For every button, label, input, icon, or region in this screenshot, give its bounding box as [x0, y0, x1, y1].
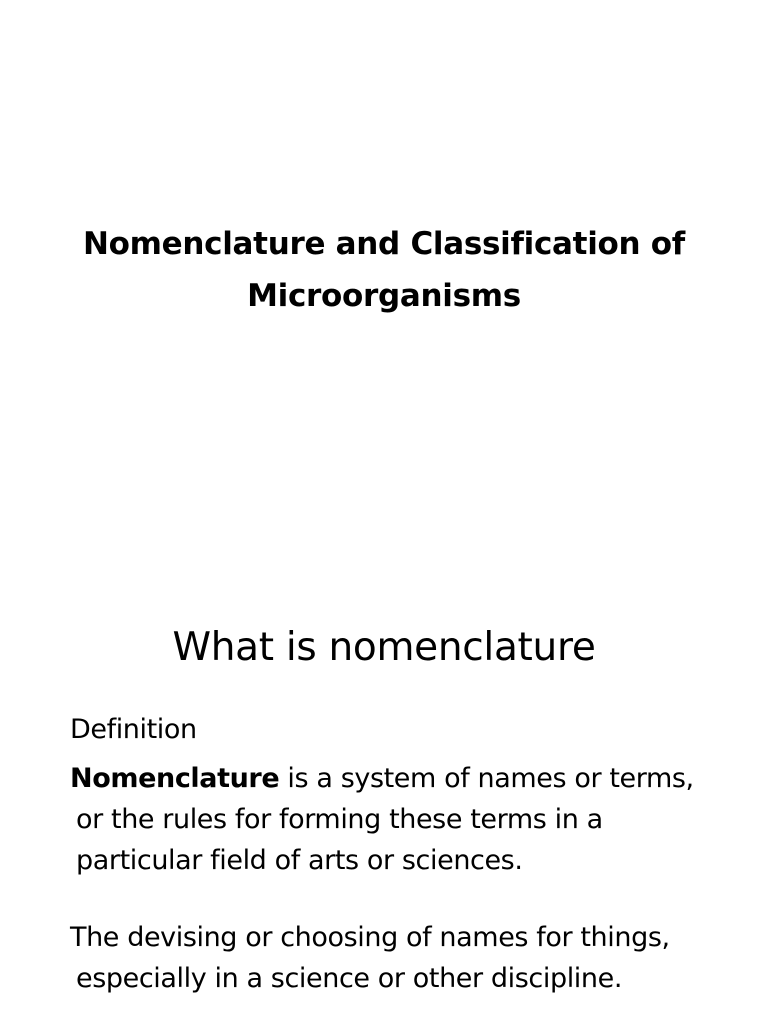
second-definition-line-1: The devising or choosing of names for things, — [70, 922, 670, 953]
definition-line-1 — [70, 758, 750, 799]
definition-line-3: particular field of arts or sciences. — [76, 845, 523, 876]
definition-paragraph — [70, 758, 750, 881]
definition-slide — [0, 560, 768, 1024]
slide-body — [70, 710, 750, 999]
paragraph-spacer — [70, 881, 750, 917]
slide-heading: What is nomenclature — [172, 625, 596, 670]
slide-title-line-2: Microorganisms — [247, 278, 521, 314]
second-definition-line-2: especially in a science or other discipline. — [76, 963, 622, 994]
second-definition-paragraph — [70, 917, 750, 999]
slide-title — [0, 218, 768, 322]
definition-label: Definition — [70, 714, 197, 745]
definition-line-2: or the rules for forming these terms in a — [76, 804, 603, 835]
slide-title-line-1: Nomenclature and Classification of — [83, 226, 685, 262]
definition-line-1-rest: is a system of names or terms, — [279, 763, 694, 794]
definition-term: Nomenclature — [70, 763, 280, 794]
